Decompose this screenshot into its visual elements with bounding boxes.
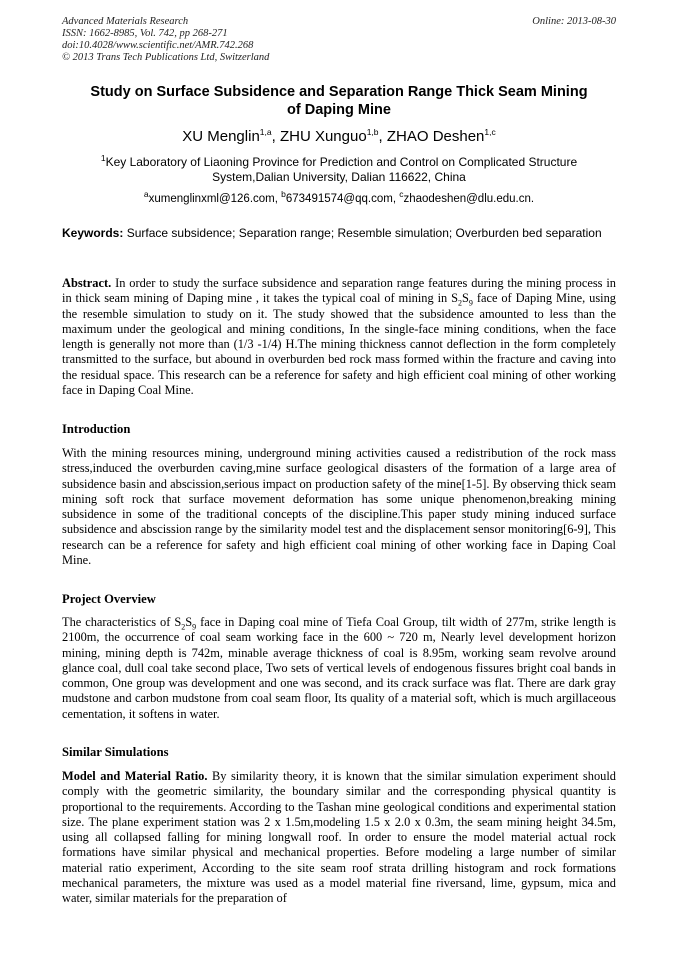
title-line-2: of Daping Mine <box>287 102 391 118</box>
introduction-paragraph: With the mining resources mining, underground mining activities caused a redistribution of the rock mass stress,induced the overburden caving,mine surface geological disasters of the formation of a large area of subsidence basin and abscission,serious impact on production safety of the mine[1-5]. By observing thick seam mining soft rock that surface movement deformation has some unique phenomenon,breaking mining subsidence in some of the traditional concepts of the discipline.This paper study mining induced surface subsidence and abscission range by the similarity model test and the displacement sensor monitoring[6-9], This research can be a reference for safety and high efficient coal mining of other working face in Daping Coal Mine. <box>62 446 616 568</box>
journal-copyright: © 2013 Trans Tech Publications Ltd, Switzerland <box>62 52 270 63</box>
subsection-heading: Model and Material Ratio. <box>62 769 208 783</box>
section-heading-introduction: Introduction <box>62 422 131 436</box>
abstract-text: S <box>462 291 469 306</box>
email-mark: a <box>143 189 149 200</box>
subscript: 2 <box>458 298 463 308</box>
email-mark: b <box>281 189 286 200</box>
journal-doi: doi:10.4028/www.scientific.net/AMR.742.268 <box>62 40 254 51</box>
email-address[interactable]: xumenglinxml@126.com, <box>148 193 282 205</box>
project-text: face in Daping coal mine of Tiefa Coal Group, tilt width of 277m, strike length is 2100m, the occurrence of coal seam working face in the 600 ~ 720 m, Nearly level development horizon mining, mining depth is 742m, minable average thickness of coal is 8.95m, working seam revolve around glance coal, dull coal take second place, Two sets of vertical levels of endogenous fissures bright coal bands in common, One group was development and one was second, and its crack surface was flat. There are dark gray mudstone and carbon mudstone from coal seam floor, Its quality of a material soft, which is much argillaceous cementation, it softens in water. <box>62 615 616 721</box>
author-name: ZHU Xunguo <box>279 128 367 145</box>
author-name: ZHAO Deshen <box>386 128 485 145</box>
author-affil-mark: 1,c <box>484 127 496 137</box>
affiliation-line-1: Key Laboratory of Liaoning Province for Prediction and Control on Complicated Structure <box>105 155 578 169</box>
email-address[interactable]: 673491574@qq.com, <box>285 193 400 205</box>
abstract-label: Abstract. <box>62 276 112 290</box>
abstract <box>62 276 616 398</box>
subscript: 9 <box>468 298 473 308</box>
section-heading-similar-simulations: Similar Simulations <box>62 745 169 759</box>
project-text: The characteristics of S <box>62 615 182 629</box>
author-name: XU Menglin <box>182 128 260 145</box>
section-heading-project-overview: Project Overview <box>62 592 156 606</box>
affiliation-line-2: System,Dalian University, Dalian 116622, China <box>212 170 466 184</box>
project-overview-paragraph <box>62 615 616 722</box>
abstract-text: In order to study the surface subsidence and separation range features during the mining process in in thick seam mining of Daping mine , it takes the typical coal of mining in S <box>62 276 616 306</box>
project-text: S <box>185 615 193 629</box>
author-list <box>62 128 616 146</box>
email-list <box>62 189 616 206</box>
author-affil-mark: 1,a <box>259 127 272 137</box>
journal-header <box>62 16 616 64</box>
subscript: 2 <box>181 622 186 632</box>
online-date: Online: 2013-08-30 <box>532 16 616 27</box>
paper-title <box>62 83 616 119</box>
journal-name: Advanced Materials Research <box>62 16 189 27</box>
author-affil-mark: 1,b <box>366 127 379 137</box>
affiliation <box>62 155 616 185</box>
affiliation-mark: 1 <box>100 153 106 163</box>
email-mark: c <box>399 189 404 200</box>
author-separator: , <box>271 128 280 145</box>
similar-simulations-paragraph <box>62 769 616 907</box>
email-address[interactable]: zhaodeshen@dlu.edu.cn. <box>403 193 535 205</box>
keywords-label: Keywords: <box>62 226 124 240</box>
subscript: 9 <box>192 622 197 632</box>
keywords-text: Surface subsidence; Separation range; Resemble simulation; Overburden bed separation <box>126 226 602 240</box>
journal-issn: ISSN: 1662-8985, Vol. 742, pp 268-271 <box>62 28 228 39</box>
abstract-text: face of Daping Mine, using the resemble simulation to study on it. The study showed that the subsidence amounted to less than the maximum under the geological and mining conditions, In the single-face mining conditions, when the face length is generally not more than (1/3 -1/4) H.The mining thickness cannot deflection in the form completely transmitted to the surface, but abound in overburden bed rock mass formed within the fracture and caving into the residual space. This research can be a reference for safety and high efficient coal mining of other working face in Daping Coal Mine. <box>62 291 616 398</box>
title-line-1: Study on Surface Subsidence and Separation Range Thick Seam Mining <box>90 84 588 100</box>
author-separator: , <box>378 128 387 145</box>
keywords <box>62 226 616 241</box>
similar-text: By similarity theory, it is known that the similar simulation experiment should comply with the geometric similarity, the boundary similar and the corresponding physical quantity is proportional to the requirements. According to the Tashan mine geological conditions and experimental station size. The plane experiment station was 2 x 1.5m,modeling 1.5 x 2.0 x 0.3m, the seam mining height 34.5m, using all collapsed falling for mining longwall roof. In order to ensure the model material actual rock formations have similar physical and mechanical properties. Before modeling a large number of similar material ratio experiment, According to the site seam roof strata drilling histogram and rock formations mechanical parameters, the mixture was used as a model material fine riversand, lime, gypsum, mica and water, similar materials for the preparation of <box>62 769 616 906</box>
